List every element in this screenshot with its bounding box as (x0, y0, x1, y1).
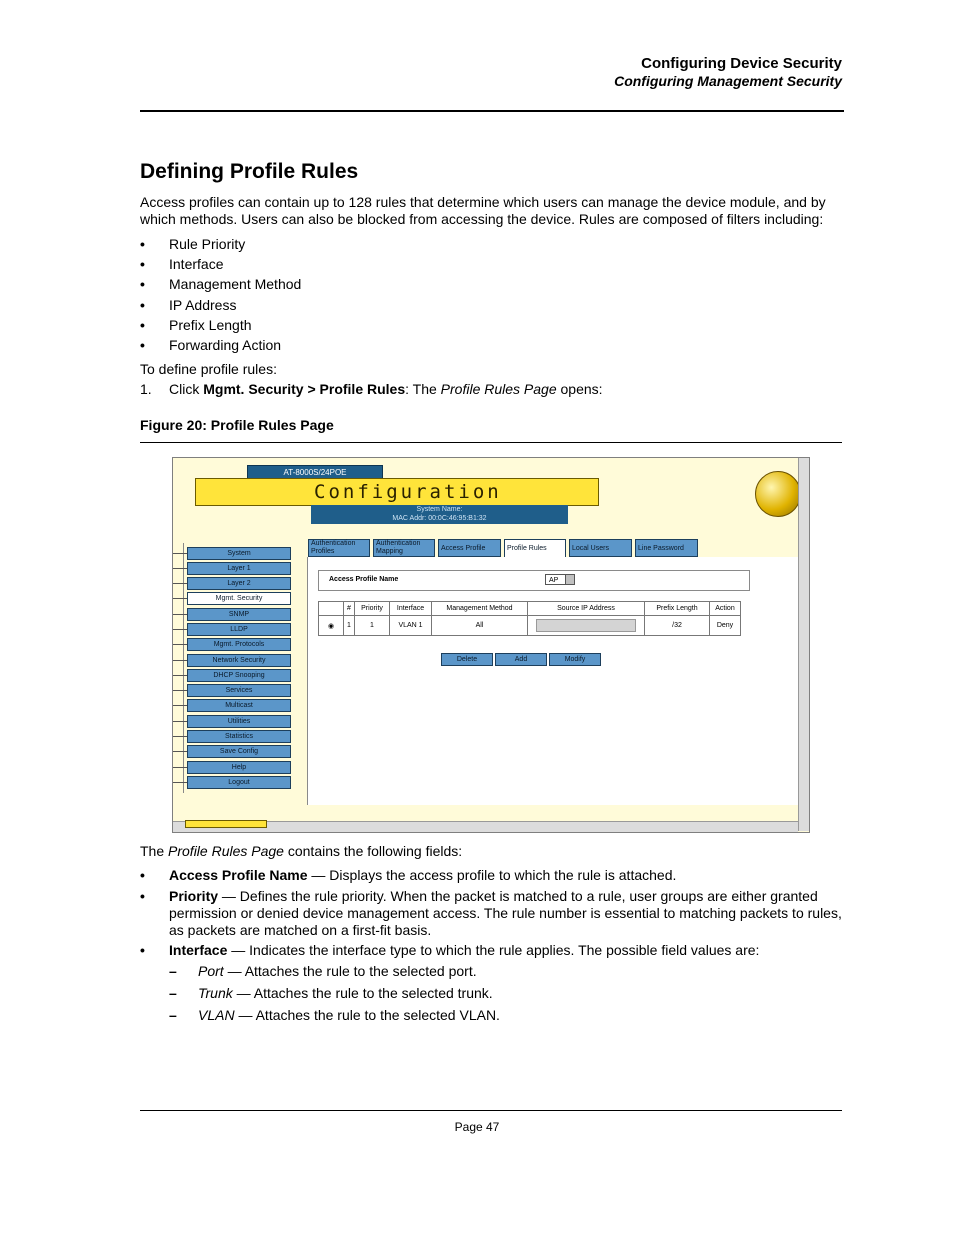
sidebar-item-multicast[interactable]: Multicast (187, 699, 291, 712)
sidebar-item-system[interactable]: System (187, 547, 291, 560)
sidebar-item-network-security[interactable]: Network Security (187, 654, 291, 667)
table-header (319, 602, 344, 616)
content-frame (307, 557, 798, 805)
sidebar-item-help[interactable]: Help (187, 761, 291, 774)
tab-local-users[interactable]: Local Users (569, 539, 632, 557)
intro-paragraph: Access profiles can contain up to 128 rules that determine which users can manage the device module, and by which methods. Users can also be blocked from accessing the device. Rules are composed of filters including: (140, 194, 826, 227)
sidebar-item-lldp[interactable]: LLDP (187, 623, 291, 636)
running-header-subtitle: Configuring Management Security (614, 73, 842, 89)
figure-rule (140, 442, 842, 443)
system-info: System Name: MAC Addr: 00:0C:46:95:B1:32 (311, 505, 568, 524)
model-label: AT-8000S/24POE (247, 465, 383, 480)
globe-logo-icon (755, 471, 801, 517)
table-header: Prefix Length (645, 602, 710, 616)
vertical-scrollbar[interactable] (798, 458, 809, 831)
access-profile-box (318, 570, 750, 591)
footer-bar (185, 820, 267, 828)
running-header-title: Configuring Device Security (641, 55, 842, 72)
page-number: Page 47 (454, 1120, 500, 1134)
table-header: Source IP Address (528, 602, 645, 616)
sidebar-item-mgmt-protocols[interactable]: Mgmt. Protocols (187, 638, 291, 651)
access-profile-select[interactable]: AP (545, 574, 575, 585)
sidebar-item-services[interactable]: Services (187, 684, 291, 697)
table-header: Management Method (432, 602, 528, 616)
tab-profile-rules[interactable]: Profile Rules (504, 539, 566, 558)
table-header: Interface (390, 602, 432, 616)
tab-line-password[interactable]: Line Password (635, 539, 698, 557)
add-button[interactable]: Add (495, 653, 547, 666)
header-rule (140, 110, 844, 112)
profile-rules-screenshot (172, 457, 810, 833)
sidebar-item-logout[interactable]: Logout (187, 776, 291, 789)
source-ip-cell (528, 616, 645, 636)
table-header: Action (710, 602, 741, 616)
sidebar-item-dhcp-snooping[interactable]: DHCP Snooping (187, 669, 291, 682)
fields-intro: The Profile Rules Page contains the following fields: (140, 843, 463, 859)
tab-authentication-profiles[interactable]: Authentication Profiles (308, 539, 370, 557)
sidebar-item-layer2[interactable]: Layer 2 (187, 577, 291, 590)
delete-button[interactable]: Delete (441, 653, 493, 666)
sidebar-item-statistics[interactable]: Statistics (187, 730, 291, 743)
tab-authentication-mapping[interactable]: Authentication Mapping (373, 539, 435, 557)
sidebar-item-save-config[interactable]: Save Config (187, 745, 291, 758)
sidebar-item-mgmt-security[interactable]: Mgmt. Security (187, 592, 291, 605)
table-row: ◉ 1 1 VLAN 1 All /32 Deny (319, 616, 741, 636)
figure-caption: Figure 20: Profile Rules Page (140, 417, 334, 433)
profile-rules-table (318, 601, 741, 636)
footer-rule (140, 1110, 842, 1111)
sidebar-item-utilities[interactable]: Utilities (187, 715, 291, 728)
tab-access-profile[interactable]: Access Profile (438, 539, 501, 557)
chevron-down-icon (565, 575, 574, 584)
sidebar-item-layer1[interactable]: Layer 1 (187, 562, 291, 575)
source-ip-field[interactable] (536, 619, 636, 632)
row-select-radio[interactable]: ◉ (319, 616, 344, 636)
divider (183, 543, 184, 793)
access-profile-label: Access Profile Name (329, 576, 399, 583)
modify-button[interactable]: Modify (549, 653, 601, 666)
to-define-text: To define profile rules: (140, 361, 277, 377)
configuration-banner: Configuration (195, 478, 599, 506)
section-title: Defining Profile Rules (140, 160, 359, 183)
table-header: # (344, 602, 355, 616)
table-header: Priority (355, 602, 390, 616)
sidebar-item-snmp[interactable]: SNMP (187, 608, 291, 621)
